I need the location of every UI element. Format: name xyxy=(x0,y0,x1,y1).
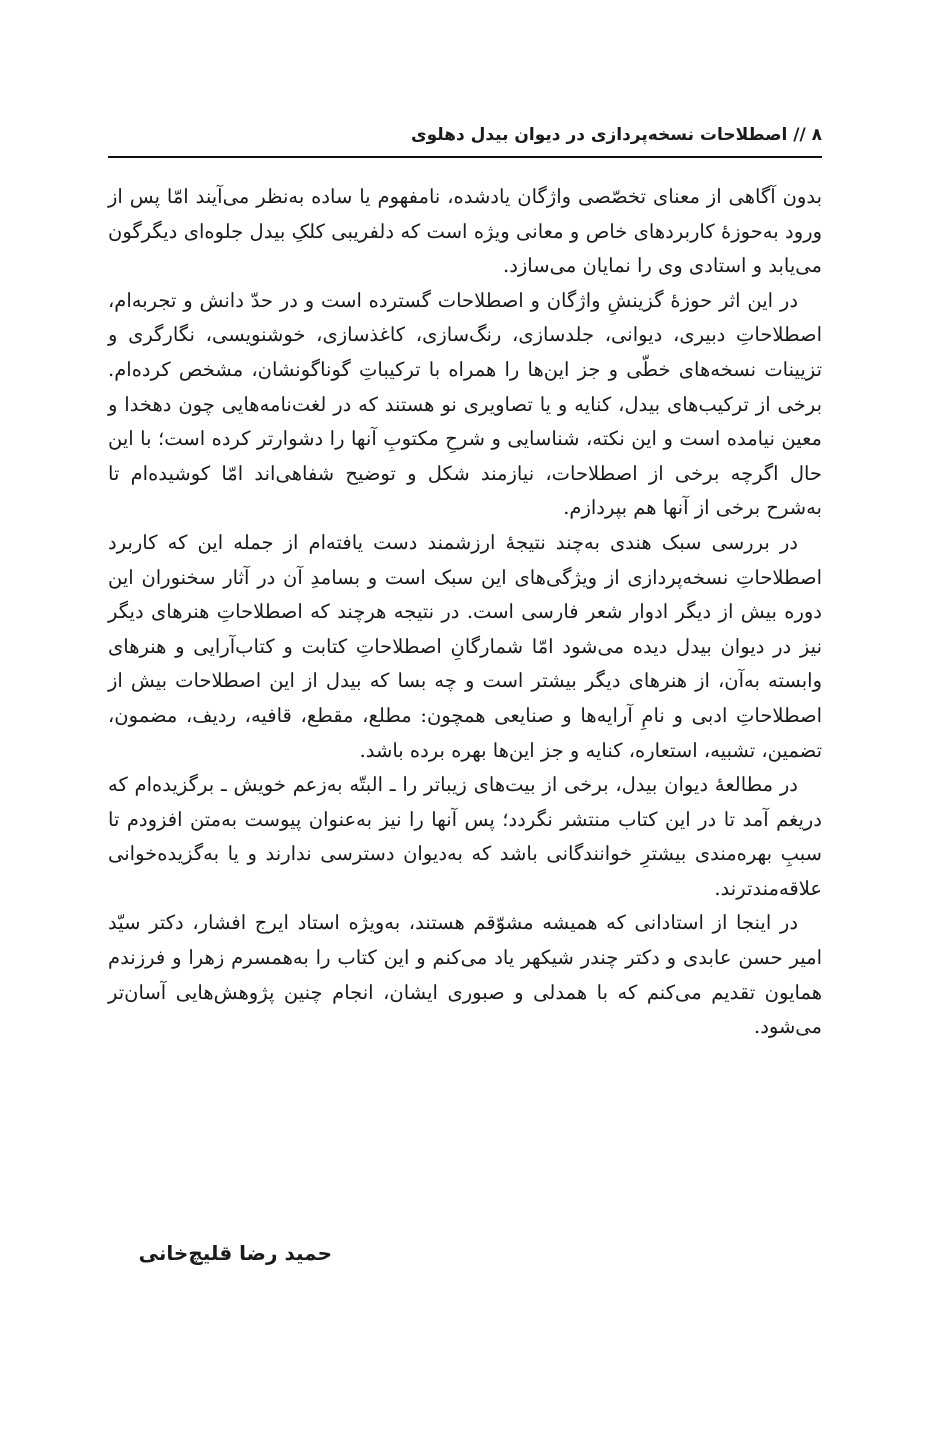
paragraph-3: در بررسی سبک هندی به‌چند نتیجهٔ ارزشمند دست یافته‌ام از جمله این که کاربرد اصطلاحاتِ نسخه‌پردازی از ویژگی‌های این سبک است و بسامدِ آن در آثار سخنوران این دوره بیش از دیگر ادوار شعر فارسی است. در نتیجه هرچند که اصطلاحاتِ هنرهای دیگر نیز در دیوان بیدل دیده می‌شود امّا شمارگانِ اصطلاحاتِ کتابت و کتاب‌آرایی و هنرهای وابسته به‌آن، از هنرهای دیگر بیشتر است و چه بسا که بیدل از این اصطلاحات بیش از اصطلاحاتِ ادبی و نامِ آرایه‌ها و صنایعی همچون: مطلع، مقطع، قافیه، ردیف، مضمون، تضمین، تشبیه، استعاره، کنایه و جز این‌ها بهره برده باشد. xyxy=(108,530,822,762)
paragraph-5: در اینجا از استادانی که همیشه مشوّقم هستند، به‌ویژه استاد ایرج افشار، دکتر سیّد امیر حسن عابدی و دکتر چندر شیکهر یاد می‌کنم و این کتاب را به‌همسرم زهرا و فرزندم همایون تقدیم می‌کنم که با همدلی و صبوری ایشان، انجام چنین پژوهش‌هایی آسان‌تر می‌شود. xyxy=(108,911,822,1039)
paragraph-2: در این اثر حوزهٔ گزینشِ واژگان و اصطلاحات گسترده است و در حدّ دانش و تجربه‌ام، اصطلاحاتِ دبیری، دیوانی، جلدسازی، رنگ‌سازی، کاغذسازی، خوشنویسی، نگارگری و تزیینات نسخه‌های خطّی و جز این‌ها را همراه با ترکیباتِ گوناگونشان، مشخص کرده‌ام. برخی از ترکیب‌های بیدل، کنایه و یا تصاویری نو هستند که در لغت‌نامه‌هایی چون دهخدا و معین نیامده است و این نکته، شناسایی و شرحِ مکتوبِ آنها را دشوارتر کرده است؛ با این حال اگرچه برخی از اصطلاحات، نیازمند شکل و توضیح شفاهی‌اند امّا کوشیده‌ام تا به‌شرح برخی از آنها هم بپردازم. xyxy=(108,288,822,520)
author-signature: حمید رضا قلیچ‌خانی xyxy=(138,1241,332,1265)
paragraph-1: بدون آگاهی از معنای تخصّصی واژگان یادشده، نامفهوم یا ساده به‌نظر می‌آیند امّا پس از ورود به‌حوزهٔ کاربردهای خاص و معانی ویژه است که دلفریبی کلکِ بیدل جلوه‌ای دیگرگون می‌یابد و استادی وی را نمایان می‌سازد. xyxy=(108,185,822,278)
running-header xyxy=(108,118,822,158)
paragraph-4: در مطالعهٔ دیوان بیدل، برخی از بیت‌های زیباتر را ـ البتّه به‌زعم خویش ـ برگزیده‌ام که دریغم آمد تا در این کتاب منتشر نگردد؛ پس آنها را نیز به‌عنوان پیوست به‌متن افزودم تا سببِ بهره‌مندی بیشترِ خوانندگانی باشد که به‌دیوان دسترسی ندارند و یا به‌گزیده‌خوانی علاقه‌مندترند. xyxy=(108,773,822,900)
running-title: ۸ // اصطلاحات نسخه‌پردازی در دیوان بیدل دهلوی xyxy=(411,125,822,145)
body-text xyxy=(108,180,822,1045)
